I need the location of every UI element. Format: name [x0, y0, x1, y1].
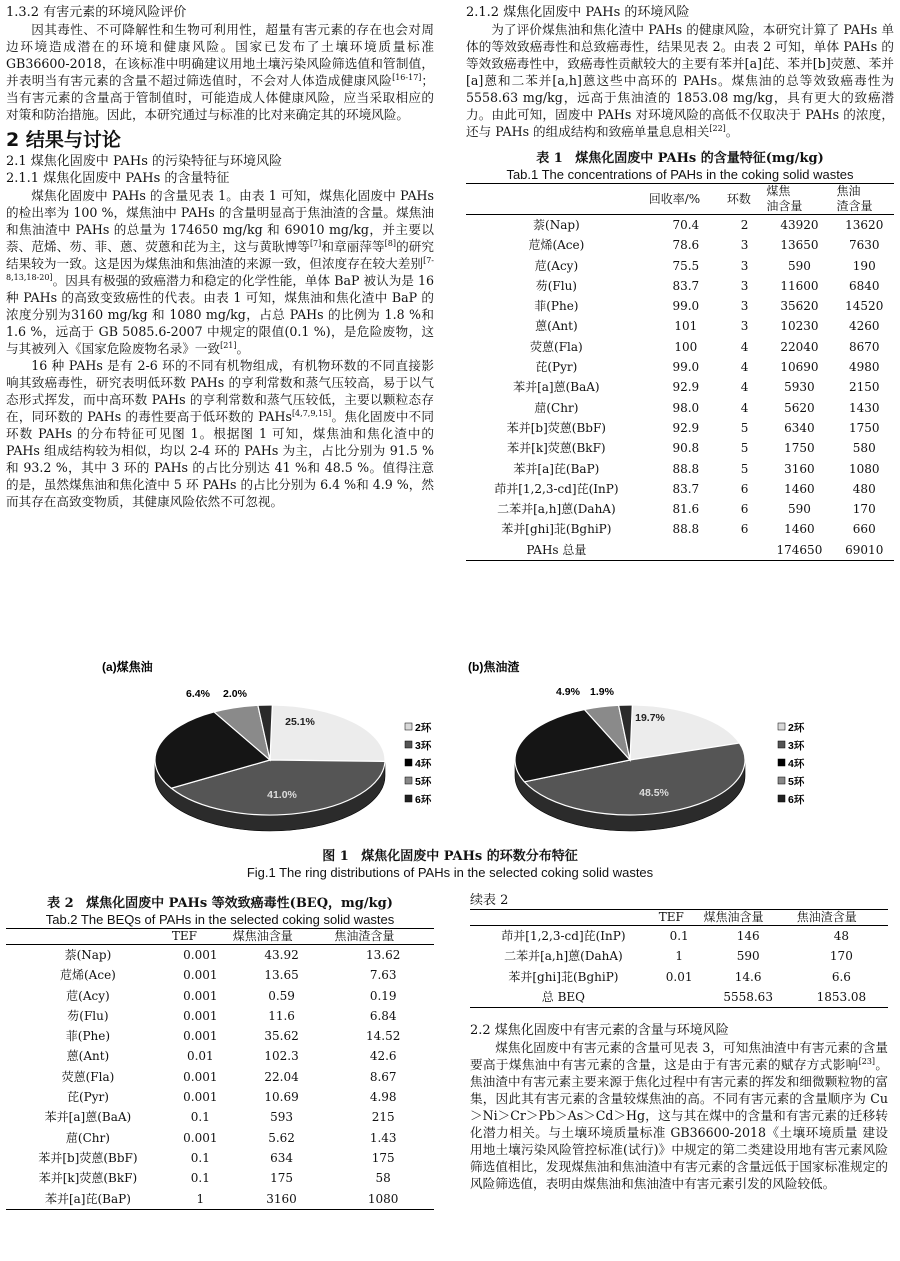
table-cell: 3: [740, 319, 749, 334]
table-cell: 1460: [784, 522, 815, 537]
table-row: [6, 1107, 434, 1127]
table-cell: 88.8: [672, 522, 700, 537]
table-header-cell: [466, 184, 647, 215]
table-cell: 3160: [231, 1189, 333, 1210]
table-cell: 81.6: [672, 502, 700, 517]
legend-label: 6环: [788, 794, 805, 806]
table-row: [6, 1067, 434, 1087]
table-cell: 0.1: [190, 1150, 210, 1165]
table-cell: 0.19: [369, 988, 397, 1003]
table-cell: 13.65: [264, 968, 299, 983]
table-cell: 98.0: [672, 400, 700, 415]
section-2-1-2-paragraph: 为了评价煤焦油和焦化渣中 PAHs 的健康风险，本研究计算了 PAHs 单体的等效致癌毒性和总致癌毒性，结果见表 2。由表 2 可知，单体 PAHs 的等效致癌毒性中，致癌毒性贡献较大的主要有苯并[a]芘、苯并[b]荧蒽、苯并[a]蒽和二苯并[a,h]蒽这些中高环的 PAHs。煤焦油的总等效致癌毒性为 5558.63 mg/kg，远高于焦油渣的 1853.08 mg/kg，具有更大的致癌潜力。由此可知，固废中 PAHs 对环境风险的高低不仅取决于 PAHs 的浓度，还与 PAHs 的组成结构和致癌单量息息相关[22]。: [466, 22, 894, 139]
legend-label: 5环: [415, 776, 432, 788]
table-cell: 苯并[k]荧蒽(BkF): [507, 441, 606, 456]
table-header-cell: 焦油渣含量: [795, 910, 888, 926]
table2-caption-en: Tab.2 The BEQs of PAHs in the selected coking solid wastes: [45, 912, 395, 927]
table1-caption-en: Tab.1 The concentrations of PAHs in the coking solid wastes: [506, 167, 854, 182]
table-cell: 92.9: [672, 420, 700, 435]
table-cell: 0.001: [183, 988, 218, 1003]
table-cell: 580: [852, 441, 876, 456]
table-cell: 78.6: [672, 238, 700, 253]
pie-data-label: 1.9%: [590, 686, 614, 698]
table-header-cell: 煤焦油含量: [231, 929, 333, 945]
table-cell: 3: [740, 299, 749, 314]
table-cell: 480: [852, 481, 876, 496]
table-cell: 83.7: [672, 278, 700, 293]
legend-label: 6环: [415, 794, 432, 806]
pie-slice-2环: [270, 705, 385, 761]
legend-swatch: [405, 741, 412, 748]
table-cell: 175: [270, 1171, 293, 1186]
section-2-title: 2 结果与讨论: [6, 129, 121, 151]
table-cell: 11.6: [268, 1008, 295, 1023]
table-cell: 茚并[1,2,3-cd]芘(InP): [501, 929, 626, 943]
table-row: [466, 398, 894, 418]
table-cell: 菲(Phe): [534, 299, 579, 314]
table-cell: 0.1: [669, 929, 689, 943]
table-cell: 5930: [784, 380, 815, 395]
right-column: [466, 4, 894, 561]
table-cell: 0.001: [183, 948, 218, 962]
legend-swatch: [405, 723, 412, 730]
table-cell: 苯并[b]荧蒽(BbF): [38, 1150, 138, 1165]
legend-swatch: [405, 759, 412, 766]
legend-swatch: [405, 795, 412, 802]
legend-label: 2环: [415, 722, 432, 734]
table-header-cell: 焦油 渣含量: [835, 184, 894, 215]
table-cell: 590: [787, 258, 811, 273]
table-row: [6, 1006, 434, 1026]
table-cell: 174650: [764, 540, 834, 561]
table-cell: 1750: [784, 441, 815, 456]
table-cell: 7.63: [369, 968, 397, 983]
table-cell: PAHs 总量: [466, 540, 647, 561]
table-cell: 70.4: [672, 218, 700, 232]
table-cell: 4: [740, 339, 749, 354]
table-cell: 1080: [848, 461, 880, 476]
table-cell: 1: [675, 949, 683, 964]
section-1-3-2-paragraph: 因其毒性、不可降解性和生物可利用性，超量有害元素的存在也会对周边环境造成潜在的环境和健康风险。国家已发布了土壤环境质量标准 GB36600-2018，在该标准中明确建议用地土壤污染风险筛选值和管制值，并表明当有害元素的含量不超过筛选值时，不会对人体造成健康风险[16-17]；当有害元素的含量高于管制值时，可能造成人体健康风险，应当采取相应的对策和防治措施。因此，本研究通过与标准的比对来确定其的环境风险。: [6, 22, 434, 122]
table-cell: 22.04: [264, 1069, 299, 1084]
table2-cont-block: [470, 892, 888, 1192]
table-cell: 2: [740, 218, 749, 232]
table-cell: 0.001: [183, 1130, 218, 1145]
chart-title: (a)煤焦油: [102, 660, 153, 674]
table-cell: [725, 540, 764, 561]
table-cell: 二苯并[a,h]蒽(DahA): [504, 949, 623, 964]
legend-label: 5环: [788, 776, 805, 788]
section-2-1-title: 2.1 煤焦化固废中 PAHs 的污染特征与环境风险: [6, 154, 283, 169]
table-cell: 1853.08: [795, 987, 888, 1008]
table-cell: 苯并[a]芘(BaP): [6, 1189, 170, 1210]
table-cell: 10690: [780, 360, 819, 375]
table2-caption: 表 2 煤焦化固废中 PAHs 等效致癌毒性(BEQ，mg/kg): [47, 896, 393, 911]
table-cell: 芘(Pyr): [535, 360, 578, 375]
table-cell: 蒽(Ant): [66, 1049, 110, 1064]
table-row: [466, 316, 894, 336]
table-cell: 1430: [848, 400, 880, 415]
table-cell: 苊烯(Ace): [60, 968, 116, 983]
table-cell: 100: [674, 339, 698, 354]
table-cell: 芘(Pyr): [66, 1090, 109, 1105]
table-cell: 1: [170, 1189, 231, 1210]
table-cell: 8670: [848, 339, 880, 354]
table-cell: 6.84: [369, 1008, 397, 1023]
table-row: [6, 1168, 434, 1188]
table-cell: 6: [740, 481, 749, 496]
table-row: [466, 215, 894, 236]
table2-cont-caption: 续表 2: [470, 893, 509, 908]
pie-data-label: 48.5%: [639, 787, 669, 799]
table-cell: 8.67: [369, 1069, 397, 1084]
table-cell: 35.62: [264, 1029, 299, 1044]
table1-caption: 表 1 煤焦化固废中 PAHs 的含量特征(mg/kg): [536, 151, 824, 166]
table-cell: 4: [740, 400, 749, 415]
table-cell: 35620: [780, 299, 819, 314]
table-cell: 6: [740, 522, 749, 537]
table-cell: 593: [270, 1110, 293, 1125]
table-cell: 4260: [848, 319, 880, 334]
table-cell: 4: [740, 380, 749, 395]
table-cell: 4.98: [369, 1090, 397, 1105]
table-cell: 13620: [845, 218, 884, 232]
table2: [6, 928, 434, 1210]
legend-swatch: [778, 777, 785, 784]
table-cell: 菲(Phe): [65, 1029, 111, 1044]
table-row: [466, 499, 894, 519]
table-row: [466, 519, 894, 539]
table-cell: 苯并[ghi]苝(BghiP): [501, 522, 612, 537]
table-cell: 0.001: [183, 1008, 218, 1023]
legend-label: 3环: [788, 740, 805, 752]
table-cell: 苊(Acy): [534, 258, 579, 273]
table-row: [470, 946, 888, 966]
legend-swatch: [778, 741, 785, 748]
table-cell: 90.8: [672, 441, 700, 456]
table-cell: 0.001: [183, 1069, 218, 1084]
table-cell: 5: [740, 420, 749, 435]
table-cell: 6840: [848, 278, 880, 293]
table-cell: 14.6: [734, 969, 762, 984]
chart-title: (b)焦油渣: [468, 660, 520, 674]
table-cell: 58: [375, 1171, 391, 1186]
table-cell: 5.62: [268, 1130, 295, 1145]
pie-data-label: 4.9%: [556, 686, 580, 698]
table-cell: 4980: [848, 360, 880, 375]
table-header-cell: [470, 910, 657, 926]
table-row: [466, 377, 894, 397]
table-row: [466, 235, 894, 255]
table-cell: 99.0: [672, 360, 700, 375]
legend-swatch: [778, 795, 785, 802]
table-cell: 1460: [784, 481, 815, 496]
table-cell: 苯并[b]荧蒽(BbF): [506, 420, 606, 435]
table-cell: 2150: [848, 380, 880, 395]
table-cell: 芴(Flu): [67, 1008, 109, 1023]
table-cell: 0.001: [183, 968, 218, 983]
table-cell: 92.9: [672, 380, 700, 395]
left-column: [6, 4, 434, 510]
table-cell: 4: [740, 360, 749, 375]
pie-chart-b: [468, 659, 805, 831]
table-cell: 69010: [835, 540, 894, 561]
pie-chart-a: [102, 659, 432, 831]
table-cell: 75.5: [672, 258, 700, 273]
table-cell: 3: [740, 258, 749, 273]
table-cell: 175: [371, 1150, 395, 1165]
table-cell: 13.62: [366, 948, 401, 962]
table-row: [6, 1148, 434, 1168]
table-cell: 0.01: [186, 1049, 214, 1064]
section-2-2-paragraph: 煤焦化固废中有害元素的含量可见表 3，可知焦油渣中有害元素的含量要高于煤焦油中有害元素的含量，这是由于有害元素的赋存方式影响[23]。焦油渣中有害元素主要来源于焦化过程中有害元素的挥发和细微颗粒物的富集，因此其有害元素的含量较煤焦油的高。不同有害元素的含量顺序为 Cu＞Ni＞Cr＞Pb＞As＞Cd＞Hg，这与其在煤中的含量和有害元素的迁移转化潜力相关。与土壤环境质量标准 GB36600-2018《土壤环境质量 建设用地土壤污染风险管控标准(试行)》中规定的第二类建设用地有害元素风险筛选值相比，发现煤焦油和焦油渣中有害元素的含量远低于国家标准规定的风险筛选值，表明由煤焦油和焦油渣中有害元素引发的风险较低。: [470, 1040, 889, 1192]
table-cell: 苯并[ghi]苝(BghiP): [508, 969, 619, 984]
table-cell: 101: [674, 319, 698, 334]
table-cell: 0.001: [183, 1029, 218, 1044]
table-cell: 蒽(Ant): [535, 319, 578, 334]
table-cell: 䓛(Chr): [534, 400, 579, 415]
table-cell: 660: [852, 522, 876, 537]
table-cell: 6.6: [831, 969, 851, 984]
table-cell: 10230: [780, 319, 819, 334]
table-header-cell: TEF: [170, 929, 231, 945]
table1: [466, 183, 894, 561]
table-header-cell: 煤焦油含量: [702, 910, 795, 926]
table-cell: 二苯并[a,h]蒽(DahA): [497, 502, 616, 517]
table-cell: 170: [852, 502, 876, 517]
table-cell: 99.0: [672, 299, 700, 314]
table-cell: 190: [852, 258, 876, 273]
table-cell: 茚并[1,2,3-cd]芘(InP): [494, 481, 619, 496]
table-cell: 146: [736, 929, 760, 943]
section-2-1-1-title: 2.1.1 煤焦化固废中 PAHs 的含量特征: [6, 171, 230, 186]
table-cell: 215: [371, 1110, 395, 1125]
table-cell: 䓛(Chr): [65, 1130, 110, 1145]
table-row: [470, 967, 888, 987]
table-cell: 102.3: [264, 1049, 299, 1064]
table-cell: 0.1: [190, 1110, 210, 1125]
table-cell: 14520: [845, 299, 884, 314]
table-cell: 7630: [848, 238, 880, 253]
table-cell: 1750: [848, 420, 880, 435]
table-cell: 634: [270, 1150, 293, 1165]
section-2-1-1-paragraph-2: 16 种 PAHs 是有 2-6 环的不同有机物组成，有机物环数的不同直接影响其致癌毒性，研究表明低环数 PAHs 的亨利常数和蒸气压较高，易于以气态形式挥发，而中高环数 PAHs 的亨利常数和蒸气压较低，主要以颗粒态存在，同环数的 PAHs 的毒性要高于低环数的 PAHs[4,7,9,15]。焦化固废中不同环数 PAHs 的分布特征可见图 1。根据图 1 可知，煤焦油和焦化渣中的 PAHs 组成结构较为相似，均以 2-4 环的 PAHs 为主，占比分别为 91.5 %和 93.2 %，其中 3 环的 PAHs 的占比分别达 41 %和 48.5 %。值得注意的是，虽然煤焦油和焦化渣中 5 环 PAHs 的占比分别为 6.4 %和 4.9 %，然而其存在高致变物质，其健康风险依然不可忽视。: [6, 358, 434, 509]
table-cell: 1.43: [369, 1130, 397, 1145]
section-1-3-2-title: 1.3.2 有害元素的环境风险评价: [6, 5, 187, 20]
legend-label: 3环: [415, 740, 432, 752]
table-cell: 0.1: [190, 1171, 210, 1186]
table-cell: [647, 540, 725, 561]
table-cell: 萘(Nap): [64, 948, 112, 962]
table-row: [466, 418, 894, 438]
pie-data-label: 41.0%: [267, 789, 297, 801]
table-cell: 0.01: [665, 969, 693, 984]
table-cell: 43920: [780, 218, 819, 232]
table-row: [6, 965, 434, 985]
table-cell: 590: [787, 502, 811, 517]
section-2-1-1-paragraph-1: 煤焦化固废中 PAHs 的含量见表 1。由表 1 可知，煤焦化固废中 PAHs 的检出率为 100 %，煤焦油中 PAHs 的含量明显高于焦油渣的含量。煤焦油和焦油渣中 PAHs 的总量为 174650 mg/kg 和 69010 mg/kg，并主要以萘、苊烯、芴、菲、蒽、荧蒽和芘为主，这与黄耿博等[7]和章丽萍等[8]的研究结果较为一致。这是因为煤焦油和焦油渣的来源一致，但浓度存在较大差别[7-8,13,18-20]。因具有极强的致癌潜力和稳定的化学性能，单体 BaP 被认为是 16 种 PAHs 的高致变致癌性的代表。由表 1 可知，煤焦油和焦化渣中 BaP 的浓度分别为3160 mg/kg 和 1080 mg/kg，占总 PAHs 的比例为 1.8 %和 1.6 %，远高于 GB 5085.6-2007 中规定的限值(0.1 %)，是危险废物，这与其被列入《国家危险废物名录》一致[21]。: [6, 188, 435, 356]
table-cell: 5558.63: [702, 987, 795, 1008]
section-2-2-title: 2.2 煤焦化固废中有害元素的含量与环境风险: [470, 1023, 729, 1039]
table-row: [466, 357, 894, 377]
table-cell: 苊烯(Ace): [528, 238, 585, 253]
table2-block: [6, 895, 434, 1210]
table-header-cell: 环数: [725, 184, 764, 215]
section-2-1-2-title: 2.1.2 煤焦化固废中 PAHs 的环境风险: [466, 5, 690, 20]
figure1-caption: 图 1 煤焦化固废中 PAHs 的环数分布特征 Fig.1 The ring distributions of PAHs in the selected coking solid wastes: [246, 849, 654, 880]
table-cell: 0.59: [268, 988, 295, 1003]
table-cell: 22040: [780, 339, 819, 354]
table-cell: 荧蒽(Fla): [61, 1069, 115, 1084]
table-cell: 5620: [784, 400, 815, 415]
pie-data-label: 25.1%: [285, 716, 315, 728]
table-cell: 43.92: [264, 948, 299, 962]
table-cell: 3160: [784, 461, 815, 476]
table-cell: 总 BEQ: [470, 987, 657, 1008]
table-cell: 3: [740, 278, 749, 293]
table-row: [6, 1087, 434, 1107]
table-row: [466, 540, 894, 561]
table-row: [470, 987, 888, 1008]
table2-continued: [470, 909, 888, 1008]
legend-label: 2环: [788, 722, 805, 734]
table-header-cell: 焦油渣含量: [332, 929, 434, 945]
table-cell: 苯并[a]蒽(BaA): [513, 380, 600, 395]
table-row: [6, 945, 434, 966]
pie-data-label: 19.7%: [635, 712, 665, 724]
table-row: [466, 256, 894, 276]
table-row: [6, 986, 434, 1006]
table-row: [466, 459, 894, 479]
table-cell: 83.7: [672, 481, 700, 496]
table-cell: 88.8: [672, 461, 700, 476]
table-cell: 1080: [332, 1189, 434, 1210]
table-row: [466, 337, 894, 357]
legend-label: 4环: [788, 758, 805, 770]
legend-swatch: [778, 723, 785, 730]
table-cell: 3: [740, 238, 749, 253]
legend-label: 4环: [415, 758, 432, 770]
table-cell: 6340: [784, 420, 815, 435]
table-cell: 48: [833, 929, 850, 943]
table-cell: 苊(Acy): [66, 988, 110, 1003]
table-row: [6, 1026, 434, 1046]
table-header-cell: TEF: [657, 910, 702, 926]
table-cell: 42.6: [369, 1049, 397, 1064]
table-cell: 13650: [780, 238, 819, 253]
table-cell: 10.69: [264, 1090, 299, 1105]
table-row: [466, 276, 894, 296]
table-cell: 14.52: [366, 1029, 401, 1044]
pie-data-label: 6.4%: [186, 688, 210, 700]
table-row: [6, 1189, 434, 1210]
table-cell: 芴(Flu): [535, 278, 577, 293]
table-cell: [657, 987, 702, 1008]
table-cell: 5: [740, 441, 749, 456]
pie-data-label: 2.0%: [223, 688, 247, 700]
table-row: [470, 926, 888, 947]
table-row: [466, 479, 894, 499]
table-cell: 6: [740, 502, 749, 517]
table-cell: 170: [829, 949, 853, 964]
table-row: [6, 1046, 434, 1066]
table-row: [466, 296, 894, 316]
table-row: [6, 1128, 434, 1148]
table-cell: 荧蒽(Fla): [530, 339, 583, 354]
table-header-cell: [6, 929, 170, 945]
table-cell: 苯并[k]荧蒽(BkF): [38, 1171, 138, 1186]
legend-swatch: [405, 777, 412, 784]
table-cell: 苯并[a]蒽(BaA): [44, 1110, 132, 1125]
legend-swatch: [778, 759, 785, 766]
table-header-cell: 回收率/%: [647, 184, 725, 215]
table-cell: 590: [736, 949, 760, 964]
table-row: [466, 438, 894, 458]
table-cell: 0.001: [183, 1090, 218, 1105]
table-header-cell: 煤焦 油含量: [764, 184, 834, 215]
table-cell: 5: [740, 461, 749, 476]
table-cell: 11600: [780, 278, 819, 293]
table-cell: 萘(Nap): [533, 218, 580, 232]
table-cell: 苯并[a]芘(BaP): [513, 461, 600, 476]
